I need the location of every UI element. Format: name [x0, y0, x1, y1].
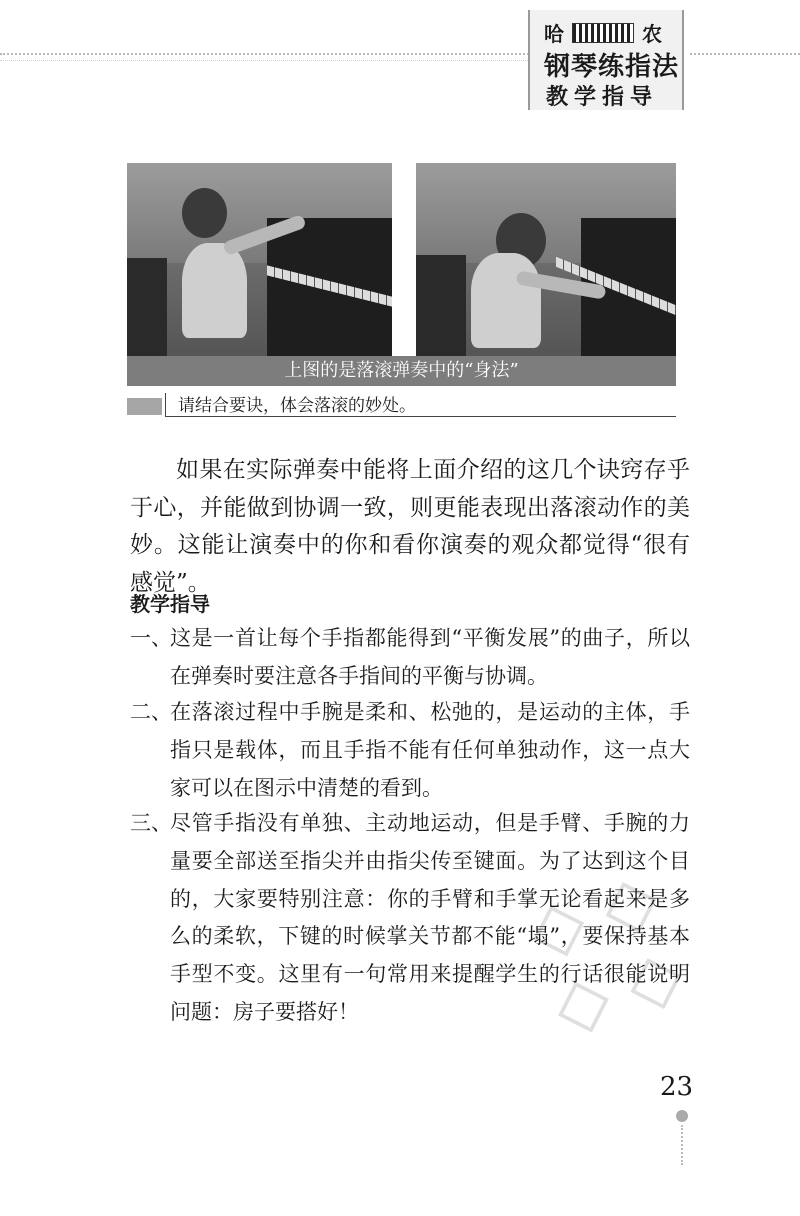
list-item-number: 二、 [130, 700, 172, 724]
list-item-number: 一、 [130, 626, 172, 650]
page-dot [676, 1110, 688, 1122]
series-badge [528, 10, 684, 110]
page-rule [681, 1125, 683, 1165]
section-title: 教学指导 [130, 592, 210, 616]
list-item [130, 694, 690, 807]
piano-keys-icon [572, 23, 634, 43]
figure-note: 请结合要诀，体会落滚的妙处。 [178, 396, 416, 416]
list-item [130, 620, 690, 696]
series-char-left: 哈 [544, 22, 564, 46]
figure-caption: 上图的是落滚弹奏中的“身法” [127, 356, 676, 386]
list-item-text: 这是一首让每个手指都能得到“平衡发展”的曲子，所以在弹奏时要注意各手指间的平衡与协调。 [170, 626, 690, 688]
note-divider [165, 393, 166, 417]
page-number: 23 [660, 1072, 694, 1102]
note-marker [127, 398, 162, 415]
note-underline [165, 416, 676, 417]
book-subtitle: 教学指导 [546, 84, 659, 110]
book-title: 钢琴练指法 [544, 52, 680, 82]
list-item-text: 尽管手指没有单独、主动地运动，但是手臂、手腕的力量要全部送至指尖并由指尖传至键面。为了达到这个目的，大家要特别注意：你的手臂和手掌无论看起来是多么的柔软，下键的时候掌关节都不能“塌”，要保持基本手型不变。这里有一句常用来提醒学生的行话很能说明问题：房子要搭好！ [170, 811, 690, 1024]
watermark-stamp: ◇ ◇ ◇ ◇ [518, 854, 693, 1049]
body-paragraph: 如果在实际弹奏中能将上面介绍的这几个诀窍存乎于心，并能做到协调一致，则更能表现出落滚动作的美妙。这能让演奏中的你和看你演奏的观众都觉得“很有感觉”。 [130, 457, 690, 596]
photo-left [127, 163, 392, 356]
series-char-right: 农 [642, 22, 662, 46]
list-item-text: 在落滚过程中手腕是柔和、松弛的，是运动的主体，手指只是载体，而且手指不能有任何单独动作，这一点大家可以在图示中清楚的看到。 [170, 700, 690, 800]
header-rule-right [690, 53, 800, 55]
list-item-number: 三、 [130, 811, 172, 835]
photo-right [416, 163, 676, 356]
